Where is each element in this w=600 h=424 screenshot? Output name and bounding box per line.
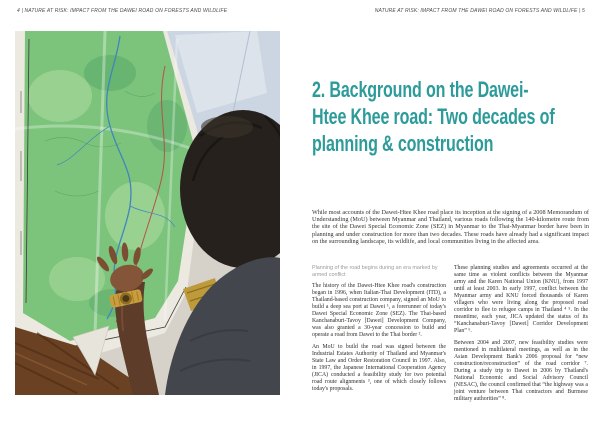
section-subhead: Planning of the road begins during an era marked by armed conflict <box>312 265 438 278</box>
intro-paragraph: While most accounts of the Dawei-Htee Khee road place its inception at the signing of a 2008 Memorandum of Understanding (MoU) between Myanmar and Thailand, various roads following the 140-kilometre route from the site of the Dawei Special Economic Zone (SEZ) in Myanmar to the Thai-Myanmar border have been in planning and under construction for more than two decades. These roads have already had a significant impact on the surrounding landscape, its wildlife, and local communities living in the affected area. <box>312 209 589 245</box>
page-title <box>312 76 597 157</box>
terrain-patch-light <box>105 182 165 250</box>
column-right <box>454 265 588 408</box>
column-left <box>312 265 446 398</box>
paragraph-history: The history of the Dawei-Htee Khee road's construction began in 1996, when Italian-Thai Development (ITD), a Thailand-based construction company, signed an MoU to build a deep sea port at Dawei ¹, a forerunner of today's Dawei Special Economic Zone (SEZ). The Thai-based Kanchanaburi-Tavoy [Dawei] Development Company, was also granted a 30-year concession to build and operate a road from Dawei to the Thai border ². <box>312 283 446 339</box>
map-photo <box>15 31 280 395</box>
paragraph-feasibility: Between 2004 and 2007, new feasibility studies were mentioned in multilateral meetings, as well as in the Asian Development Bank's 2006 proposal for “new construction/reconstruction” of the road corridor ⁷. During a study trip to Dawei in 2006 by Thailand's National Economic and Social Advisory Council (NESAC), the council confirmed that “the highway was a joint venture between Thai contractors and Burmese military authorities” ⁸. <box>454 340 588 402</box>
terrain-patch-light <box>28 70 92 122</box>
title-line-3: planning & construction <box>312 131 494 156</box>
running-header-right: NATURE AT RISK: IMPACT FROM THE DAWEI ROAD ON FORESTS AND WILDLIFE | 5 <box>374 8 585 14</box>
running-header-left: 4 | NATURE AT RISK: IMPACT FROM THE DAWEI ROAD ON FORESTS AND WILDLIFE <box>17 8 228 14</box>
title-line-2: Htee Khee road: Two decades of <box>312 104 555 129</box>
title-line-1: 2. Background on the Dawei- <box>312 77 529 102</box>
terrain-patch-dark <box>84 55 136 91</box>
paragraph-conflict: These planning studies and agreements occurred at the same time as violent conflicts between the Myanmar army and the Karen National Union (KNU), from 1997 until at least 2003. In early 1997, conflict between the Myanmar army and KNU forced thousands of Karen villagers who were living along the proposed road corridor to flee to refugee camps in Thailand ⁴ ⁵. In the meantime, each year, JICA updated the status of its “Kanchanaburi-Tavoy [Dawei] Corridor Development Plan” ⁶. <box>454 265 588 334</box>
hair-highlight <box>201 116 253 138</box>
paragraph-mou: An MoU to build the road was signed between the Industrial Estates Authority of Thailand and Myanmar's State Law and Order Restoration Council in 1997. Also, in 1997, the Japanese International Cooperation Agency (JICA) conducted a feasibility study for two potential road route alignments ³, one of which closely follows today's proposals. <box>312 344 446 393</box>
